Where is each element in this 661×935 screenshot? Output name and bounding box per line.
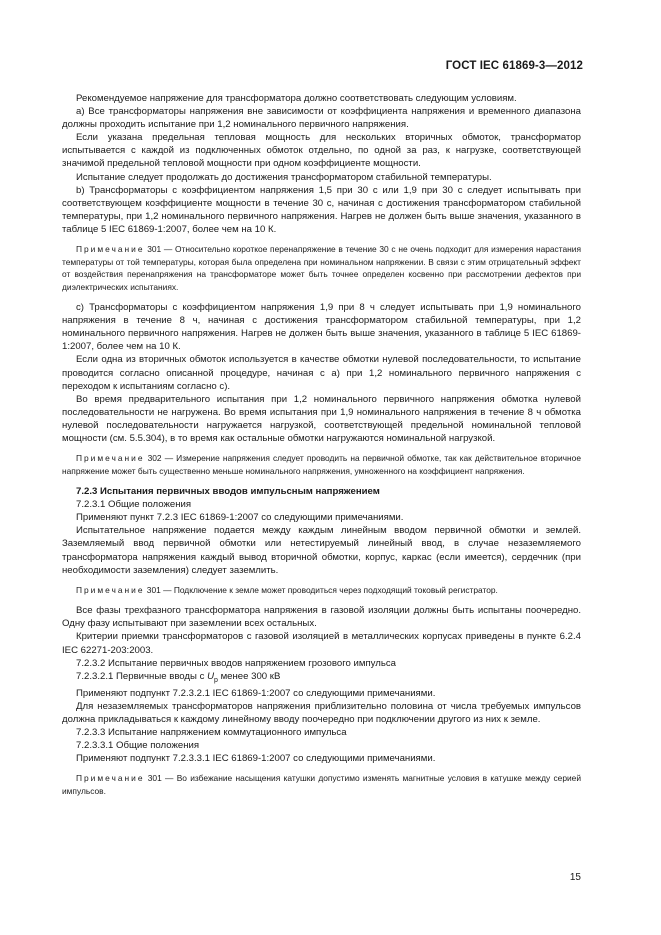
document-header: ГОСТ IEC 61869-3—2012 bbox=[445, 60, 583, 72]
note-label: Примечание bbox=[76, 453, 145, 464]
document-body bbox=[62, 92, 581, 805]
note-302-voltage-measurement bbox=[62, 452, 581, 477]
paragraph: c) Трансформаторы с коэффициентом напряжения 1,9 при 8 ч следует испытывать при 1,9 номинального напряжения в течение 8 ч, начиная с достижения трансформатором стабильной температуры, при 1,2 номинального первичного напряжения. Нагрев не должен быть выше значения, указанного в таблице 5 IEC 61869-1:2007, более чем на 10 К. bbox=[62, 302, 581, 353]
paragraph: Если указана предельная тепловая мощность для нескольких вторичных обмоток, трансформатор испытывается с каждой из подключенных обмоток отдельно, по одной за раз, к нагрузке, соответствующей значимой предельной тепловой мощности при одном коэффициенте мощности. bbox=[62, 132, 581, 170]
subsection-title: 7.2.3.3.1 Общие положения bbox=[76, 740, 200, 752]
paragraph: b) Трансформаторы с коэффициентом напряжения 1,5 при 30 с или 1,9 при 30 с следует испытывать при соответствующем коэффициенте мощности в течение 30 с, начиная с достижения трансформатором стабильной температуры, при 1,2 номинального первичного напряжения. Нагрев не должен быть выше значения, указанного в таблице 5 IEC 61869-1:2007, более чем на 10 К. bbox=[62, 184, 581, 235]
note-label: Примечание bbox=[76, 244, 145, 255]
note-text: 301 — Во избежание насыщения катушки допустимо изменять магнитные условия в катушке между серией импульсов. bbox=[62, 773, 581, 796]
note-text: 301 — Подключение к земле может проводиться через подходящий токовый регистратор. bbox=[144, 584, 498, 595]
note-301-grounding bbox=[62, 584, 581, 597]
note-301-temperature bbox=[62, 243, 581, 293]
variable-u: U bbox=[207, 670, 214, 682]
page-number: 15 bbox=[569, 872, 581, 883]
paragraph: Для незаземляемых трансформаторов напряжения приблизительно половина от числа требуемых импульсов должна прикладываться к каждому линейному вводу поочередно при подключении другого из них к земле. bbox=[62, 700, 581, 725]
paragraph: Применяют пункт 7.2.3 IEC 61869-1:2007 со следующими примечаниями. bbox=[76, 512, 404, 524]
paragraph: Испытание следует продолжать до достижения трансформатором стабильной температуры. bbox=[76, 171, 492, 183]
note-label: Примечание bbox=[76, 773, 145, 784]
subsection-title: 7.2.3.2.1 Первичные вводы с $U_p$ менее 300 кВ bbox=[76, 670, 281, 684]
subsection-title: 7.2.3.2 Испытание первичных вводов напряжением грозового импульса bbox=[76, 657, 396, 669]
paragraph: Критерии приемки трансформаторов с газовой изоляцией в металлических корпусах приведены в пункте 6.2.4 IEC 62271-203:2003. bbox=[62, 631, 581, 656]
paragraph: Во время предварительного испытания при 1,2 номинального первичного напряжения обмотка нулевой последовательности не нагружена. Во время испытания при 1,9 номинального напряжения в течение 8 ч обмотка нулевой последовательности нагружается нагрузкой, соответствующей предельной номинальной тепловой мощности (см. 5.5.304), в то время как остальные обмотки нагружаются номинальной нагрузкой. bbox=[62, 393, 581, 444]
note-text: 301 — Относительно короткое перенапряжение в течение 30 с не очень подходит для измерения нарастания температуры от той температуры, которая была определена при номинальном напряжении. В связи с этим отрицательный эффект от воздействия перенапряжения на трансформаторе может быть точнее определен косвенно при рассмотрении дефектов при диэлектрических испытаниях. bbox=[62, 244, 581, 292]
variable-subscript: p bbox=[214, 676, 218, 684]
note-text: 302 — Измерение напряжения следует проводить на первичной обмотке, так как действительное вторичное напряжение может быть существенно меньше номинального напряжения, умноженного на коэффициент напряжения. bbox=[62, 453, 581, 476]
paragraph: a) Все трансформаторы напряжения вне зависимости от коэффициента напряжения и временного диапазона должны проходить испытание при 1,2 номинального первичного напряжения. bbox=[62, 106, 581, 131]
subsection-title: 7.2.3.1 Общие положения bbox=[76, 499, 192, 511]
paragraph: Рекомендуемое напряжение для трансформатора должно соответствовать следующим условиям. bbox=[76, 93, 517, 104]
section-heading: 7.2.3 Испытания первичных вводов импульсным напряжением bbox=[76, 486, 380, 498]
paragraph: Применяют подпункт 7.2.3.3.1 IEC 61869-1:2007 со следующими примечаниями. bbox=[76, 753, 436, 765]
note-301-saturation bbox=[62, 772, 581, 797]
paragraph: Если одна из вторичных обмоток используется в качестве обмотки нулевой последовательности, то испытание проводится согласно описанной процедуре, начиная с a) при 1,2 номинального первичного напряжения с переходом к испытаниям согласно c). bbox=[62, 354, 581, 392]
paragraph: Применяют подпункт 7.2.3.2.1 IEC 61869-1:2007 со следующими примечаниями. bbox=[76, 687, 436, 699]
subsection-title: 7.2.3.3 Испытание напряжением коммутационного импульса bbox=[76, 726, 347, 738]
paragraph: Испытательное напряжение подается между каждым линейным вводом первичной обмотки и землей. Заземляемый ввод первичной обмотки или нетестируемый линейный ввод, в случае незаземляемого трансформатора напряжения каждый вывод вторичной обмотки, корпус, каркас (если имеется), сердечник (при необходимости заземления) следует заземлить. bbox=[62, 525, 581, 576]
paragraph: Все фазы трехфазного трансформатора напряжения в газовой изоляции должны быть испытаны поочередно. Одну фазу испытывают при заземлении всех остальных. bbox=[62, 605, 581, 630]
note-label: Примечание bbox=[76, 584, 145, 595]
